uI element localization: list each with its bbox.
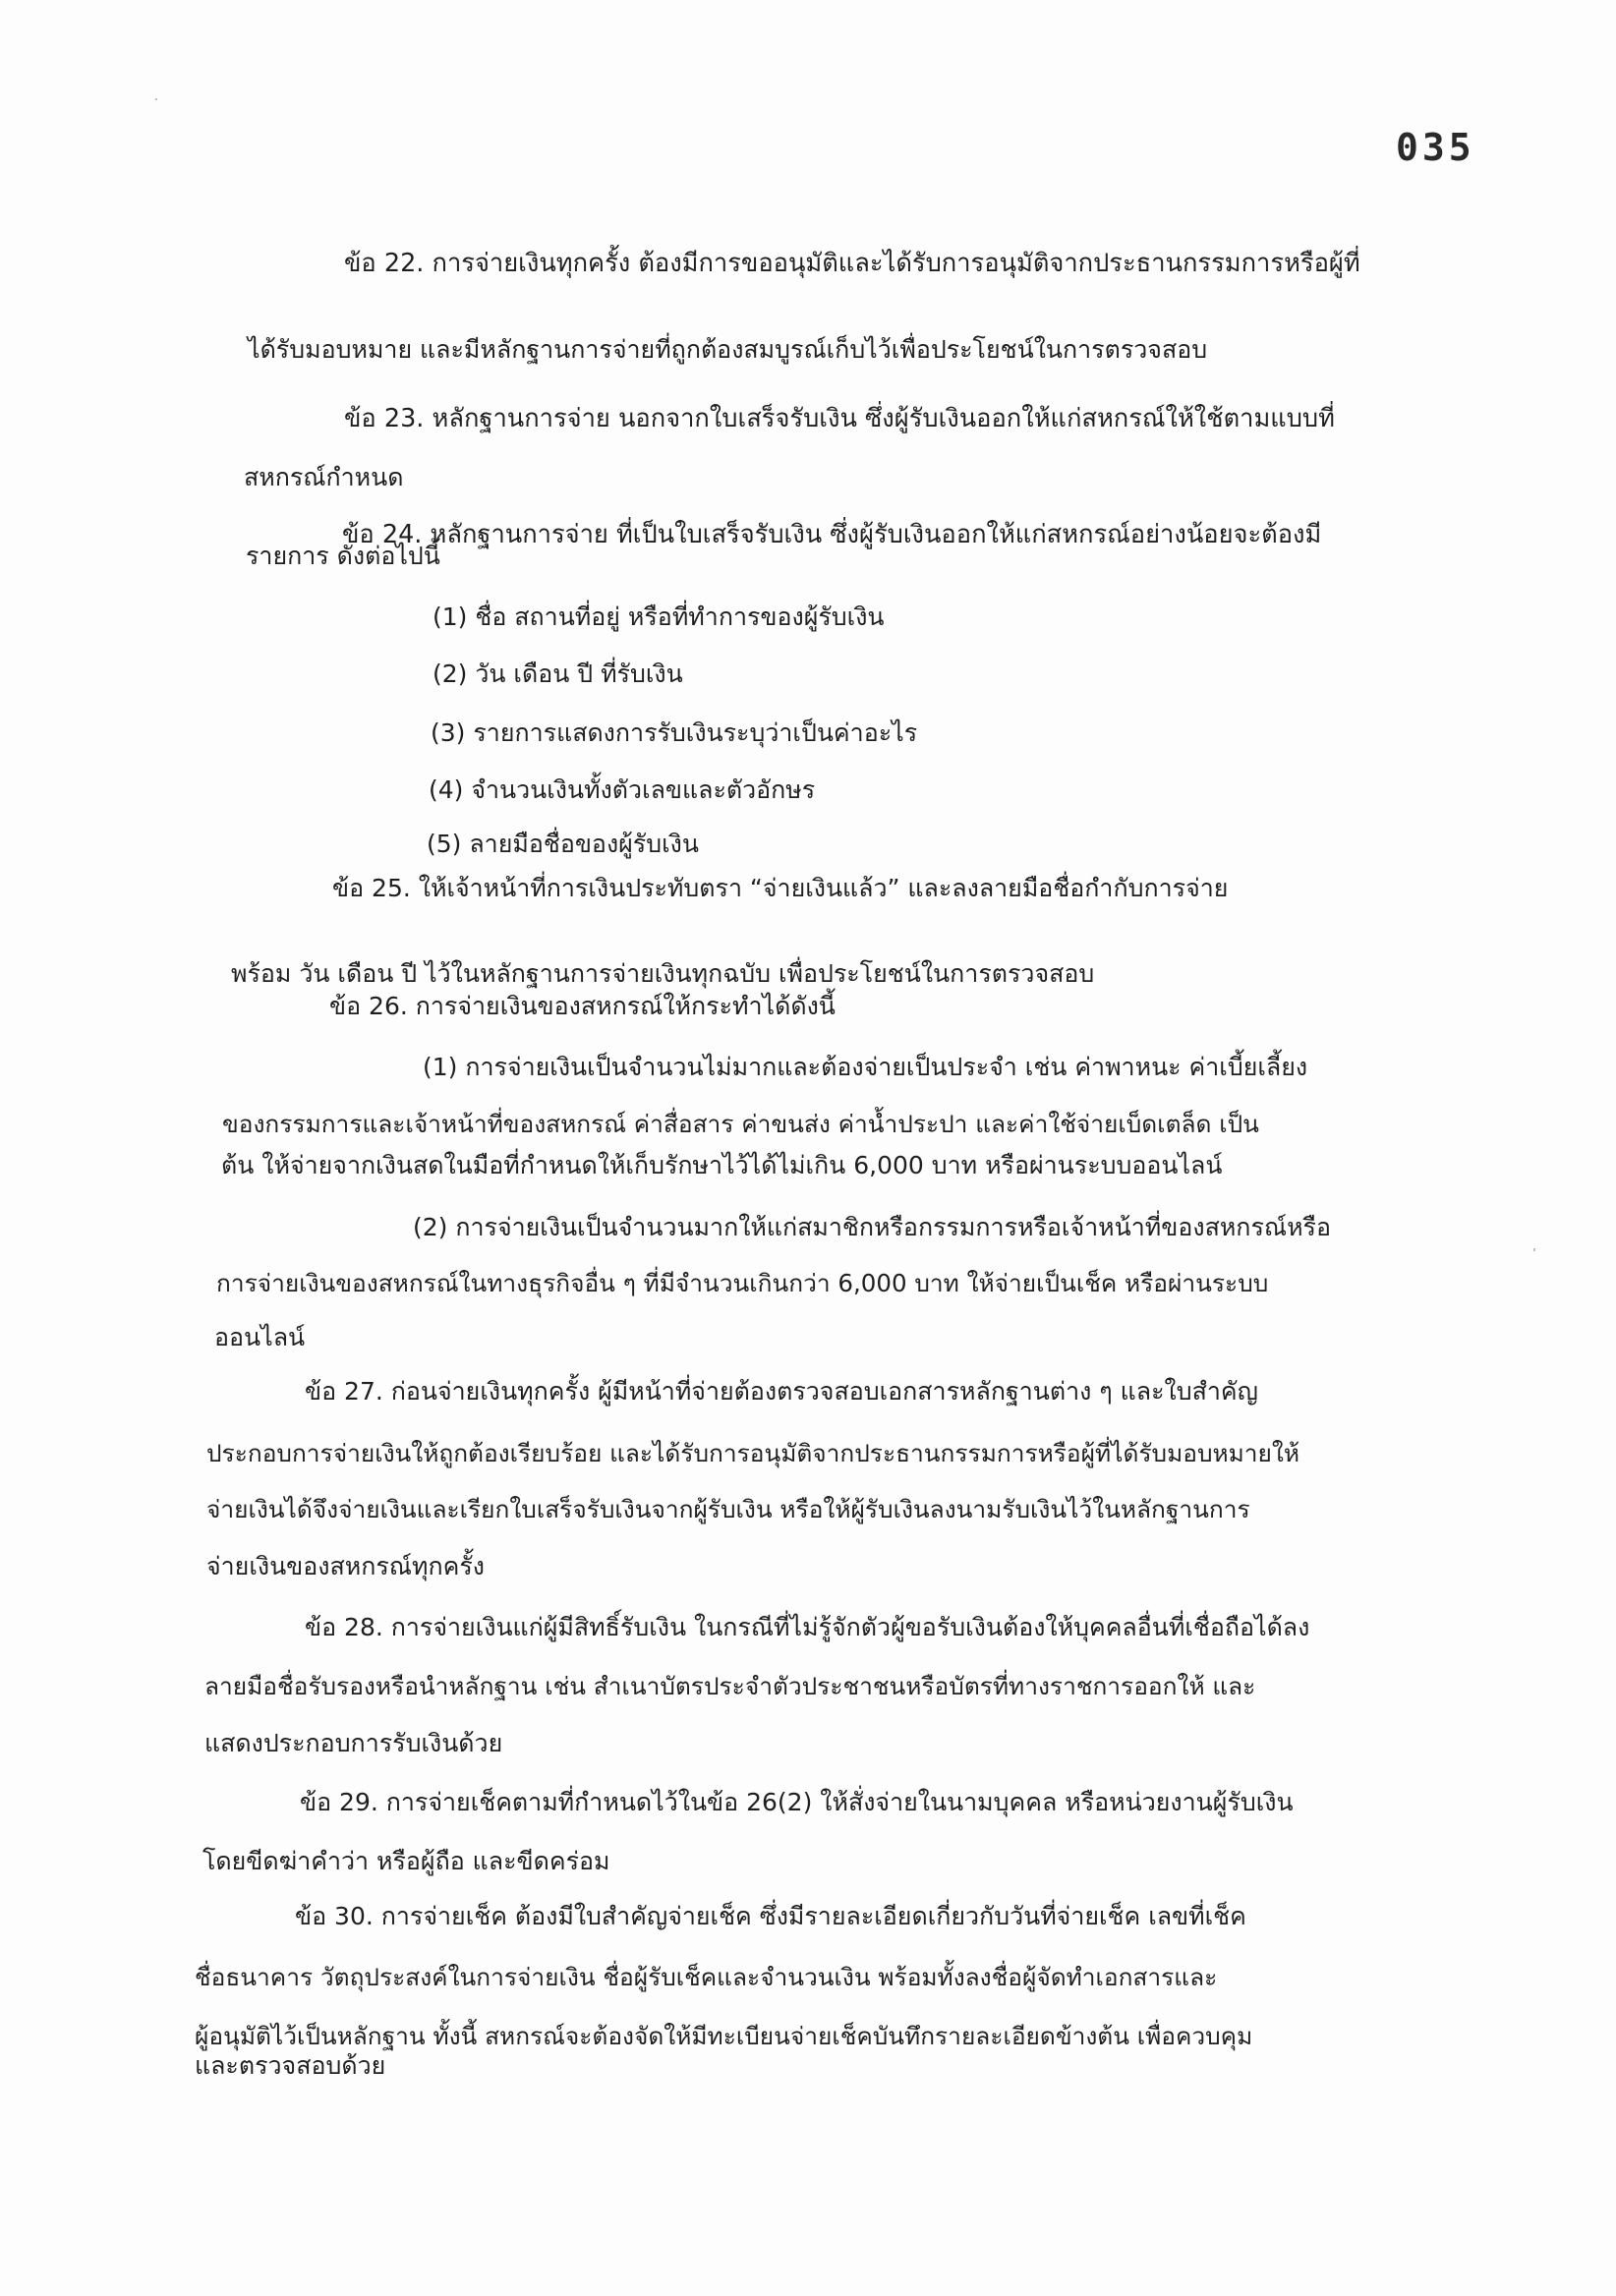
page-number: 035 bbox=[1396, 126, 1475, 169]
clause-30-line-4: และตรวจสอบด้วย bbox=[195, 2051, 386, 2080]
clause-30-line-1: ข้อ 30. การจ่ายเช็ค ต้องมีใบสำคัญจ่ายเช็ค ซึ่งมีรายละเอียดเกี่ยวกับวันที่จ่ายเช็ค เลขที่เช็ค bbox=[295, 1902, 1246, 1930]
scan-speck bbox=[155, 98, 157, 100]
clause-24-item-2: (2) วัน เดือน ปี ที่รับเงิน bbox=[433, 660, 683, 688]
clause-27-line-2: ประกอบการจ่ายเงินให้ถูกต้องเรียบร้อย และได้รับการอนุมัติจากประธานกรรมการหรือผู้ที่ได้รับมอบหมายให้ bbox=[206, 1439, 1300, 1467]
clause-25-line-1: ข้อ 25. ให้เจ้าหน้าที่การเงินประทับตรา “จ่ายเงินแล้ว” และลงลายมือชื่อกำกับการจ่าย bbox=[332, 874, 1229, 902]
clause-26-item-1-line-2: ของกรรมการและเจ้าหน้าที่ของสหกรณ์ ค่าสื่อสาร ค่าขนส่ง ค่าน้ำประปา และค่าใช้จ่ายเบ็ดเตล็ด เป็น bbox=[222, 1110, 1259, 1138]
clause-28-line-1: ข้อ 28. การจ่ายเงินแก่ผู้มีสิทธิ์รับเงิน ในกรณีที่ไม่รู้จักตัวผู้ขอรับเงินต้องให้บุคคลอื่นที่เชื่อถือได้ลง bbox=[305, 1613, 1310, 1641]
clause-30-line-2: ชื่อธนาคาร วัตถุประสงค์ในการจ่ายเงิน ชื่อผู้รับเช็คและจำนวนเงิน พร้อมทั้งลงชื่อผู้จัดทำเอกสารและ bbox=[195, 1963, 1218, 1991]
clause-27-line-1: ข้อ 27. ก่อนจ่ายเงินทุกครั้ง ผู้มีหน้าที่จ่ายต้องตรวจสอบเอกสารหลักฐานต่าง ๆ และใบสำคัญ bbox=[305, 1377, 1258, 1406]
clause-27-line-3: จ่ายเงินได้จึงจ่ายเงินและเรียกใบเสร็จรับเงินจากผู้รับเงิน หรือให้ผู้รับเงินลงนามรับเงินไว้ในหลักฐานการ bbox=[206, 1495, 1250, 1523]
clause-26-item-1-line-1: (1) การจ่ายเงินเป็นจำนวนไม่มากและต้องจ่ายเป็นประจำ เช่น ค่าพาหนะ ค่าเบี้ยเลี้ยง bbox=[423, 1053, 1308, 1081]
clause-25-line-2: พร้อม วัน เดือน ปี ไว้ในหลักฐานการจ่ายเงินทุกฉบับ เพื่อประโยชน์ในการตรวจสอบ bbox=[231, 959, 1095, 988]
clause-26-item-2-line-2: การจ่ายเงินของสหกรณ์ในทางธุรกิจอื่น ๆ ที่มีจำนวนเกินกว่า 6,000 บาท ให้จ่ายเป็นเช็ค หรือผ่านระบบ bbox=[216, 1269, 1269, 1297]
clause-28-line-3: แสดงประกอบการรับเงินด้วย bbox=[204, 1729, 503, 1757]
clause-29-line-1: ข้อ 29. การจ่ายเช็คตามที่กำหนดไว้ในข้อ 26(2) ให้สั่งจ่ายในนามบุคคล หรือหน่วยงานผู้รับเงิน bbox=[300, 1788, 1294, 1816]
clause-24-item-1: (1) ชื่อ สถานที่อยู่ หรือที่ทำการของผู้รับเงิน bbox=[433, 603, 885, 631]
clause-24-item-3: (3) รายการแสดงการรับเงินระบุว่าเป็นค่าอะไร bbox=[431, 718, 918, 747]
clause-23-line-2: สหกรณ์กำหนด bbox=[244, 463, 404, 491]
clause-22-line-1: ข้อ 22. การจ่ายเงินทุกครั้ง ต้องมีการขออนุมัติและได้รับการอนุมัติจากประธานกรรมการหรือผู้ที่ bbox=[344, 249, 1360, 278]
clause-27-line-4: จ่ายเงินของสหกรณ์ทุกครั้ง bbox=[206, 1552, 485, 1580]
clause-22-line-2: ได้รับมอบหมาย และมีหลักฐานการจ่ายที่ถูกต้องสมบูรณ์เก็บไว้เพื่อประโยชน์ในการตรวจสอบ bbox=[248, 335, 1208, 364]
clause-26-item-2-line-1: (2) การจ่ายเงินเป็นจำนวนมากให้แก่สมาชิกหรือกรรมการหรือเจ้าหน้าที่ของสหกรณ์หรือ bbox=[413, 1213, 1331, 1241]
clause-29-line-2: โดยขีดฆ่าคำว่า หรือผู้ถือ และขีดคร่อม bbox=[202, 1847, 610, 1875]
scan-speck bbox=[1533, 1248, 1535, 1251]
clause-28-line-2: ลายมือชื่อรับรองหรือนำหลักฐาน เช่น สำเนาบัตรประจำตัวประชาชนหรือบัตรที่ทางราชการออกให้ และ bbox=[204, 1672, 1256, 1700]
clause-23-line-1: ข้อ 23. หลักฐานการจ่าย นอกจากใบเสร็จรับเงิน ซึ่งผู้รับเงินออกให้แก่สหกรณ์ให้ใช้ตามแบบที่ bbox=[344, 404, 1335, 433]
clause-24-line-2: รายการ ดังต่อไปนี้ bbox=[246, 542, 440, 570]
clause-30-line-3: ผู้อนุมัติไว้เป็นหลักฐาน ทั้งนี้ สหกรณ์จะต้องจัดให้มีทะเบียนจ่ายเช็คบันทึกรายละเอียดข้างต้น เพื่อควบคุม bbox=[195, 2022, 1253, 2050]
clause-24-line-1: ข้อ 24. หลักฐานการจ่าย ที่เป็นใบเสร็จรับเงิน ซึ่งผู้รับเงินออกให้แก่สหกรณ์อย่างน้อยจะต้องมี bbox=[342, 520, 1322, 549]
clause-24-item-5: (5) ลายมือชื่อของผู้รับเงิน bbox=[427, 830, 699, 858]
clause-26-item-1-line-3: ต้น ให้จ่ายจากเงินสดในมือที่กำหนดให้เก็บรักษาไว้ได้ไม่เกิน 6,000 บาท หรือผ่านระบบออนไลน์ bbox=[221, 1151, 1223, 1179]
clause-26-item-2-line-3: ออนไลน์ bbox=[214, 1323, 306, 1351]
clause-24-item-4: (4) จำนวนเงินทั้งตัวเลขและตัวอักษร bbox=[429, 775, 816, 804]
clause-26-line-1: ข้อ 26. การจ่ายเงินของสหกรณ์ให้กระทำได้ดังนี้ bbox=[329, 992, 836, 1020]
